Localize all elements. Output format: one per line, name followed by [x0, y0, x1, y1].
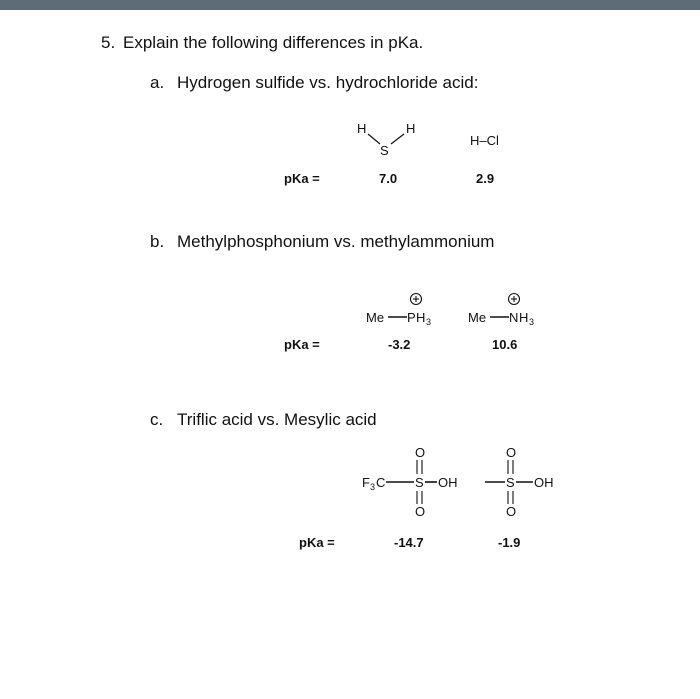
ammonium-me: Me [468, 310, 487, 325]
hcl-pka-value: 2.9 [476, 171, 495, 186]
part-b-letter: b. [150, 232, 165, 251]
h2s-h-left: H [357, 121, 367, 136]
triflic-c: C [376, 475, 386, 490]
triflic-acid-structure [362, 445, 472, 520]
triflic-pka-value: -14.7 [394, 535, 424, 550]
phosphonium-pka-value: -3.2 [388, 337, 411, 352]
part-a-pka-label: pKa = [284, 171, 320, 186]
part-a-letter: a. [150, 73, 165, 92]
triflic-o-top: O [415, 445, 426, 460]
ammonium-subscript: 3 [529, 317, 535, 327]
triflic-o-bottom: O [415, 504, 426, 519]
triflic-oh: OH [438, 475, 458, 490]
ammonium-n: N [509, 310, 519, 325]
mesylic-o-top: O [506, 445, 517, 460]
part-b-text: Methylphosphonium vs. methylammonium [177, 232, 495, 251]
triflic-f: F [362, 475, 370, 490]
part-c-pka-label: pKa = [299, 535, 335, 550]
phosphonium-me: Me [366, 310, 385, 325]
question-text: Explain the following differences in pKa. [123, 33, 424, 52]
part-b-pka-label: pKa = [284, 337, 320, 352]
mesylic-o-bottom: O [506, 504, 517, 519]
phosphonium-h: H [416, 310, 426, 325]
h2s-h-right: H [406, 121, 416, 136]
hydrogen-sulfide-structure [350, 118, 440, 163]
mesylic-s: S [506, 475, 515, 490]
hcl-formula: H–Cl [470, 133, 499, 148]
triflic-f-subscript: 3 [370, 482, 376, 492]
ammonium-pka-value: 10.6 [492, 337, 518, 352]
part-a-heading [150, 73, 478, 93]
part-b-heading [150, 232, 494, 252]
ammonium-h: H [519, 310, 529, 325]
part-a-text: Hydrogen sulfide vs. hydrochloride acid: [177, 73, 479, 92]
part-c-heading [150, 410, 377, 430]
question-number: 5. [101, 33, 116, 52]
methylphosphonium-structure [366, 290, 466, 330]
question-title [101, 33, 423, 53]
methylammonium-structure [468, 290, 568, 330]
window-top-bar [0, 0, 700, 10]
mesylic-oh: OH [534, 475, 554, 490]
h2s-pka-value: 7.0 [379, 171, 398, 186]
h2s-s-atom: S [380, 143, 389, 158]
triflic-s: S [415, 475, 424, 490]
phosphonium-subscript: 3 [426, 317, 432, 327]
part-c-letter: c. [150, 410, 164, 429]
phosphonium-p: P [407, 310, 416, 325]
part-c-text: Triflic acid vs. Mesylic acid [177, 410, 377, 429]
mesylic-pka-value: -1.9 [498, 535, 521, 550]
mesylic-acid-structure [485, 445, 575, 520]
